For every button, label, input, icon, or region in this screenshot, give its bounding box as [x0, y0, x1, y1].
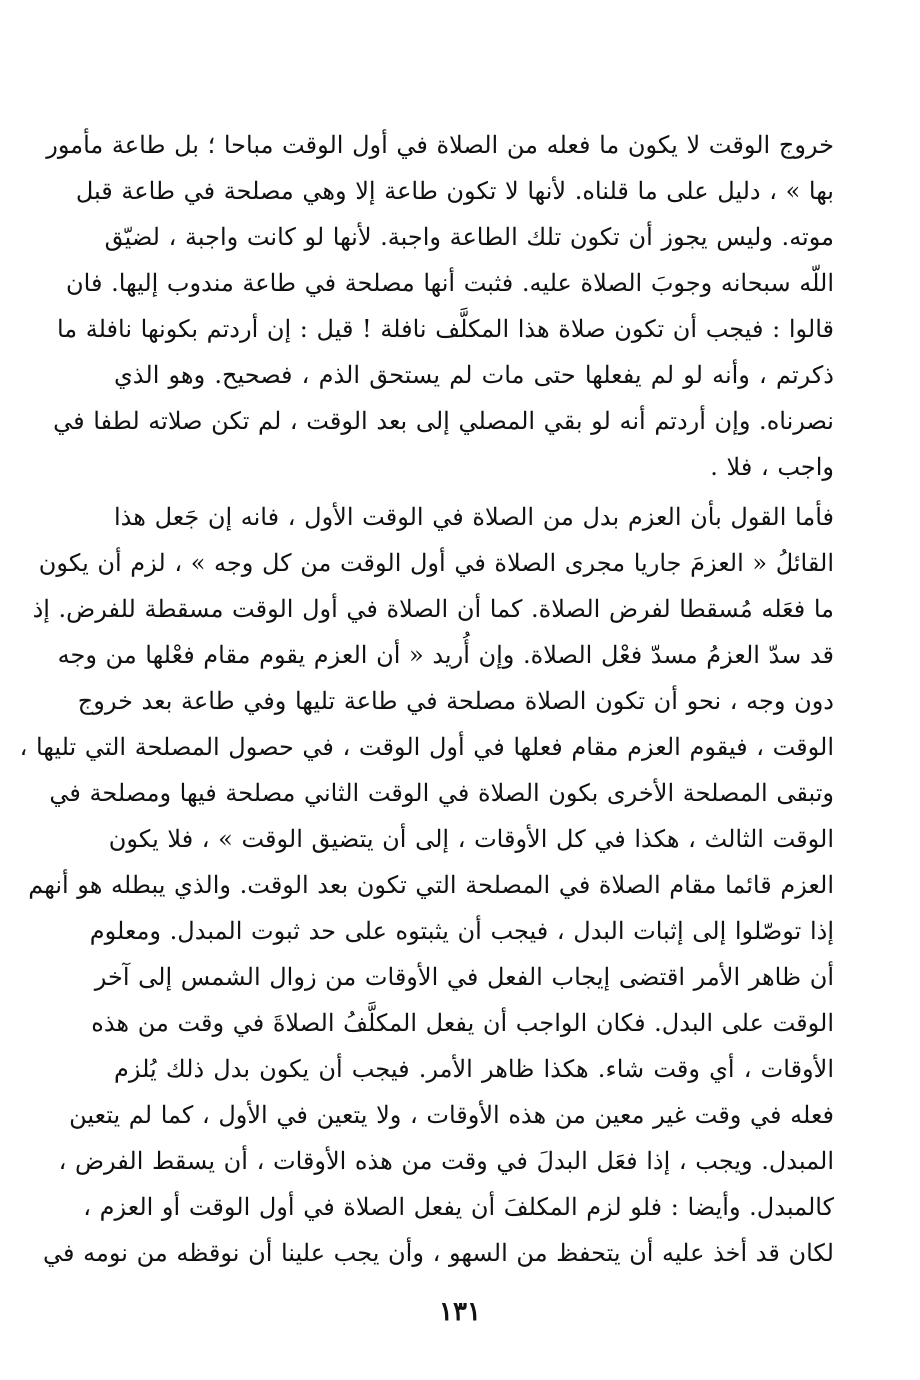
text-line: قالوا : فيجب أن تكون صلاة هذا المكلَّف نافلة ! قيل : إن أردتم بكونها نافلة ما [56, 315, 834, 343]
paragraph-1 [46, 122, 834, 490]
text-line: خروج الوقت لا يكون ما فعله من الصلاة في أول الوقت مباحا ؛ بل طاعة مأمور [46, 131, 834, 159]
text-line: اللّه سبحانه وجوبَ الصلاة عليه. فثبت أنها مصلحة في طاعة مندوب إليها. فان [66, 269, 834, 297]
text-line: الوقت على البدل. فكان الواجب أن يفعل المكلَّفُ الصلاةَ في وقت من هذه [91, 1009, 834, 1037]
text-line: إذا توصّلوا إلى إثبات البدل ، فيجب أن يثبتوه على حد ثبوت المبدل. ومعلوم [89, 917, 834, 945]
text-line: بها » ، دليل على ما قلناه. لأنها لا تكون طاعة إلا وهي مصلحة في طاعة قبل [75, 177, 834, 205]
text-line: القائلُ « العزمَ جاريا مجرى الصلاة في أول الوقت من كل وجه » ، لزم أن يكون [38, 549, 834, 577]
text-line: الأوقات ، أي وقت شاء. هكذا ظاهر الأمر. فيجب أن يكون بدل ذلك يُلزم [114, 1055, 834, 1083]
text-line: موته. وليس يجوز أن تكون تلك الطاعة واجبة. لأنها لو كانت واجبة ، لضيّق [104, 223, 834, 251]
text-line: قد سدّ العزمُ مسدّ فعْل الصلاة. وإن أُريد « أن العزم يقوم مقام فعْلها من وجه [57, 641, 834, 669]
text-line: لكان قد أخذ عليه أن يتحفظ من السهو ، وأن يجب علينا أن نوقظه من نومه في [43, 1239, 834, 1267]
text-line: العزم قائما مقام الصلاة في المصلحة التي تكون بعد الوقت. والذي يبطله هو أنهم [28, 871, 834, 899]
text-line: ما فعَله مُسقطا لفرض الصلاة. كما أن الصلاة في أول الوقت مسقطة للفرض. إذ [32, 595, 834, 623]
text-line: أن ظاهر الأمر اقتضى إيجاب الفعل في الأوقات من زوال الشمس إلى آخر [94, 963, 834, 991]
text-line: ذكرتم ، وأنه لو لم يفعلها حتى مات لم يستحق الذم ، فصحيح. وهو الذي [114, 361, 834, 389]
page-number: ١٣١ [439, 1297, 481, 1327]
paragraph-2 [19, 494, 834, 1276]
text-line: فأما القول بأن العزم بدل من الصلاة في الوقت الأول ، فانه إن جَعل هذا [114, 503, 834, 531]
text-line: الوقت الثالث ، هكذا في كل الأوقات ، إلى أن يتضيق الوقت » ، فلا يكون [108, 825, 834, 853]
text-line: كالمبدل. وأيضا : فلو لزم المكلفَ أن يفعل الصلاة في أول الوقت أو العزم ، [83, 1193, 834, 1221]
text-line: واجب ، فلا . [710, 453, 834, 481]
text-line: وتبقى المصلحة الأخرى بكون الصلاة في الوقت الثاني مصلحة فيها ومصلحة في [49, 779, 834, 807]
text-line: المبدل. ويجب ، إذا فعَل البدلَ في وقت من هذه الأوقات ، أن يسقط الفرض ، [58, 1147, 834, 1175]
text-line: دون وجه ، نحو أن تكون الصلاة مصلحة في طاعة تليها وفي طاعة بعد خروج [77, 687, 834, 715]
text-line: نصرناه. وإن أردتم أنه لو بقي المصلي إلى بعد الوقت ، لم تكن صلاته لطفا في [53, 407, 834, 435]
text-line: فعله في وقت غير معين من هذه الأوقات ، ولا يتعين في الأول ، كما لم يتعين [69, 1101, 834, 1129]
text-line: الوقت ، فيقوم العزم مقام فعلها في أول الوقت ، في حصول المصلحة التي تليها ، [19, 733, 834, 761]
